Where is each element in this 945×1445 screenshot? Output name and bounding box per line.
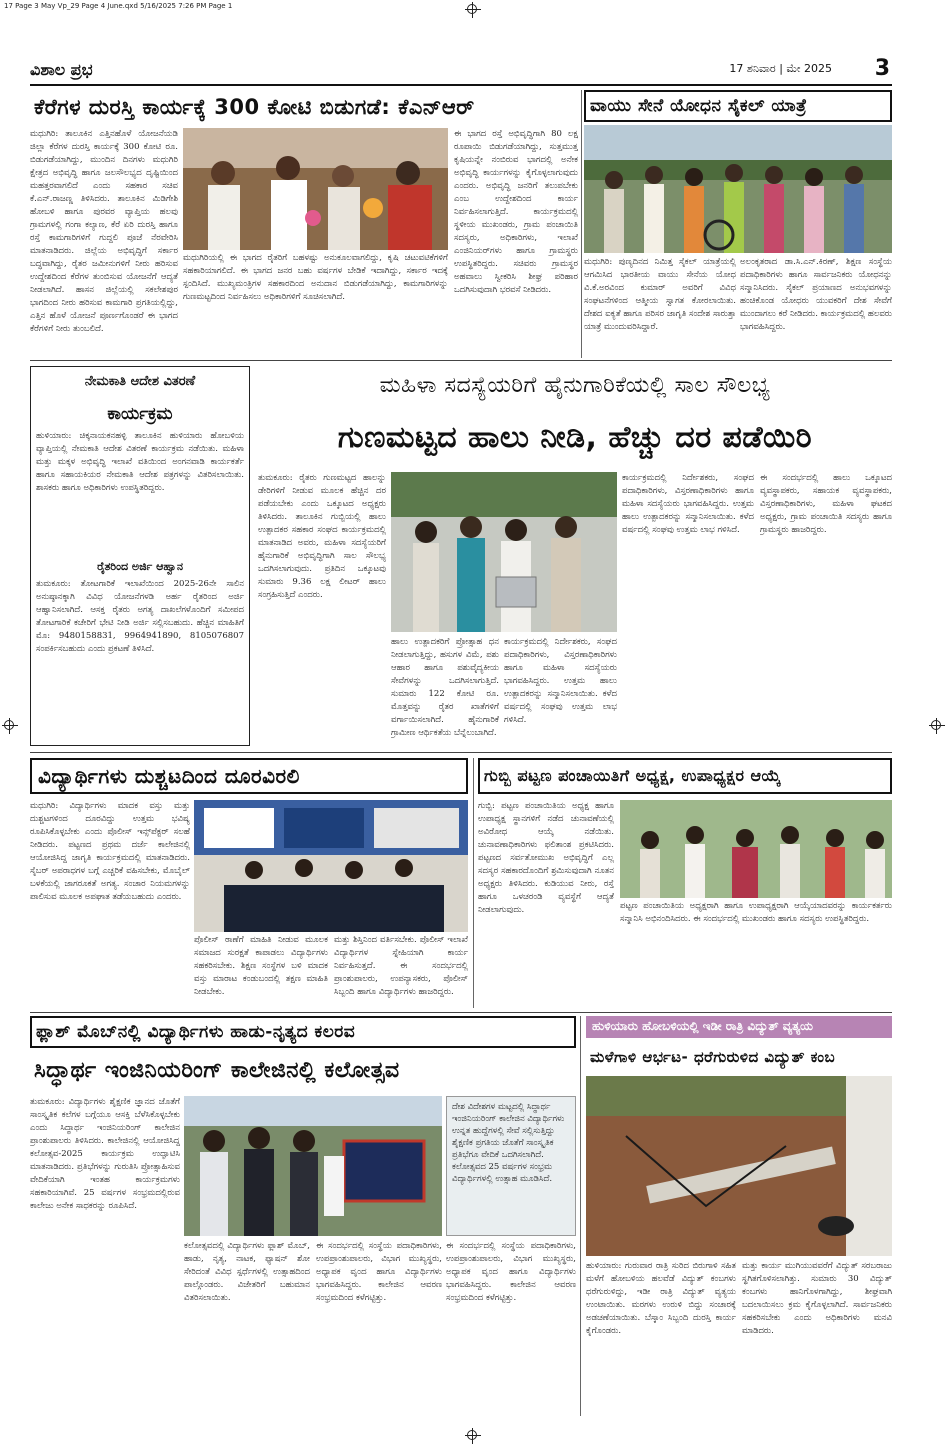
article-body: ಹುಳಿಯಾರು: ಗುರುವಾರ ರಾತ್ರಿ ಸುರಿದ ಬಿರುಗಾಳಿ ಸಹಿತ ಮಳೆಗೆ ಹೋಬಳಿಯ ಹಲವೆಡೆ ವಿದ್ಯುತ್ ಕಂಬಗಳು ಧರೆಗುರುಳಿದ್ದು, ಇಡೀ ರಾತ್ರಿ ವಿದ್ಯುತ್ ವ್ಯತ್ಯಯ ಉಂಟಾಯಿತು. ಮರಗಳು ಉರುಳಿ ಬಿದ್ದು ಸಂಚಾರಕ್ಕೆ ಅಡಚಣೆಯಾಯಿತು. ಬೆಸ್ಕಾಂ ಸಿಬ್ಬಂದಿ ದುರಸ್ತಿ ಕಾರ್ಯ ಕೈಗೊಂಡರು. (586, 1261, 736, 1336)
article-body: ತುಮಕೂರು: ರೈತರು ಗುಣಮಟ್ಟದ ಹಾಲನ್ನು ಡೇರಿಗಳಿಗೆ ನೀಡುವ ಮೂಲಕ ಹೆಚ್ಚಿನ ದರ ಪಡೆಯಬೇಕು ಎಂದು ಒಕ್ಕೂಟದ ಅಧ್ಯಕ್ಷರು ತಿಳಿಸಿದರು. ತಾಲೂಕಿನ ಗುಬ್ಬಿಯಲ್ಲಿ ಹಾಲು ಉತ್ಪಾದಕರ ಸಹಕಾರ ಸಂಘದ ಕಾರ್ಯಕ್ರಮದಲ್ಲಿ ಮಾತನಾಡಿದ ಅವರು, ಮಹಿಳಾ ಸದಸ್ಯೆಯರಿಗೆ ಹೈನುಗಾರಿಕೆ ಅಭಿವೃದ್ಧಿಗಾಗಿ ಸಾಲ ಸೌಲಭ್ಯ ಒದಗಿಸಲಾಗುವುದು. ಪ್ರತಿದಿನ ಒಕ್ಕೂಟವು ಸುಮಾರು 9.36 ಲಕ್ಷ ಲೀಟರ್ ಹಾಲು ಸಂಗ್ರಹಿಸುತ್ತಿದೆ ಎಂದರು. (258, 473, 386, 600)
article-photo (183, 128, 448, 250)
article-photo (391, 472, 617, 632)
column-divider (473, 758, 474, 1008)
issue-date: 17 ಶನಿವಾರ | ಮೇ 2025 (729, 62, 832, 75)
article-body: ಗುಬ್ಬಿ: ಪಟ್ಟಣ ಪಂಚಾಯಿತಿಯ ಅಧ್ಯಕ್ಷ ಹಾಗೂ ಉಪಾಧ್ಯಕ್ಷ ಸ್ಥಾನಗಳಿಗೆ ನಡೆದ ಚುನಾವಣೆಯಲ್ಲಿ ಅವಿರೋಧ ಆಯ್ಕೆ ನಡೆಯಿತು. ಚುನಾವಣಾಧಿಕಾರಿಗಳು ಫಲಿತಾಂಶ ಪ್ರಕಟಿಸಿದರು. ಪಟ್ಟಣದ ಸರ್ವತೋಮುಖ ಅಭಿವೃದ್ಧಿಗೆ ಎಲ್ಲ ಸದಸ್ಯರ ಸಹಕಾರದೊಂದಿಗೆ ಶ್ರಮಿಸುವುದಾಗಿ ನೂತನ ಅಧ್ಯಕ್ಷರು ತಿಳಿಸಿದರು. ಕುಡಿಯುವ ನೀರು, ರಸ್ತೆ ಹಾಗೂ ಒಳಚರಂಡಿ ವ್ಯವಸ್ಥೆಗೆ ಆದ್ಯತೆ ನೀಡಲಾಗುವುದು. (478, 801, 614, 915)
article-body: ಈ ಸಂದರ್ಭದಲ್ಲಿ ಹಾಲು ಒಕ್ಕೂಟದ ವ್ಯವಸ್ಥಾಪಕರು, ಸಹಾಯಕ ವ್ಯವಸ್ಥಾಪಕರು, ವಿಸ್ತರಣಾಧಿಕಾರಿಗಳು, ಮಹಿಳಾ ಘಟಕದ ಅಧ್ಯಕ್ಷರು, ಗ್ರಾಮ ಪಂಚಾಯಿತಿ ಸದಸ್ಯರು ಹಾಗೂ ಗ್ರಾಮಸ್ಥರು ಹಾಜರಿದ್ದರು. (760, 473, 892, 535)
article-headline: ವಿದ್ಯಾರ್ಥಿಗಳು ದುಶ್ಚಟದಿಂದ ದೂರವಿರಲಿ (30, 758, 468, 794)
article-subheading: ರೈತರಿಂದ ಅರ್ಜಿ ಆಹ್ವಾನ (97, 560, 183, 573)
article-headline: ಗುಣಮಟ್ಟದ ಹಾಲು ನೀಡಿ, ಹೆಚ್ಚು ದರ ಪಡೆಯಿರಿ (337, 420, 813, 455)
article-body: ಈ ಸಂದರ್ಭದಲ್ಲಿ ಸಂಸ್ಥೆಯ ಪದಾಧಿಕಾರಿಗಳು, ಉಪಪ್ರಾಂಶುಪಾಲರು, ವಿಭಾಗ ಮುಖ್ಯಸ್ಥರು, ಅಧ್ಯಾಪಕ ವೃಂದ ಹಾಗೂ ವಿದ್ಯಾರ್ಥಿಗಳು ಭಾಗವಹಿಸಿದ್ದರು. ಕಾಲೇಜಿನ ಆವರಣ ಸಂಭ್ರಮದಿಂದ ಕಳೆಗಟ್ಟಿತ್ತು. (446, 1241, 576, 1303)
article-body: ಹಾಲು ಉತ್ಪಾದಕರಿಗೆ ಪ್ರೋತ್ಸಾಹ ಧನ ನೀಡಲಾಗುತ್ತಿದ್ದು, ಹಸುಗಳ ವಿಮೆ, ಪಶು ಆಹಾರ ಹಾಗೂ ಪಶುವೈದ್ಯಕೀಯ ಸೇವೆಗಳನ್ನು ಒದಗಿಸಲಾಗುತ್ತಿದೆ. ಸುಮಾರು 122 ಕೋಟಿ ರೂ. ಮೊತ್ತವನ್ನು ರೈತರ ಖಾತೆಗಳಿಗೆ ವರ್ಗಾಯಿಸಲಾಗಿದೆ. ಹೈನುಗಾರಿಕೆ ಗ್ರಾಮೀಣ ಆರ್ಥಿಕತೆಯ ಬೆನ್ನೆಲುಬಾಗಿದೆ. (391, 637, 499, 738)
article-headline: ಕೆರೆಗಳ ದುರಸ್ತಿ ಕಾರ್ಯಕ್ಕೆ 300 ಕೋಟಿ ಬಿಡುಗಡೆ: ಕೆಎನ್‌ಆರ್ (34, 95, 475, 119)
article-body: ತುಮಕೂರು: ತೋಟಗಾರಿಕೆ ಇಲಾಖೆಯಿಂದ 2025-26ನೇ ಸಾಲಿನ ಅನುಷ್ಠಾನಕ್ಕಾಗಿ ವಿವಿಧ ಯೋಜನೆಗಳಡಿ ಅರ್ಹ ರೈತರಿಂದ ಅರ್ಜಿ ಆಹ್ವಾನಿಸಲಾಗಿದೆ. ಆಸಕ್ತ ರೈತರು ಅಗತ್ಯ ದಾಖಲೆಗಳೊಂದಿಗೆ ಸಮೀಪದ ತೋಟಗಾರಿಕೆ ಕಚೇರಿಗೆ ಭೇಟಿ ನೀಡಿ ಅರ್ಜಿ ಸಲ್ಲಿಸಬಹುದು. ಹೆಚ್ಚಿನ ಮಾಹಿತಿಗೆ ಮೊ: 9480158831, 9964941890, 8105076807 ಸಂಪರ್ಕಿಸಬಹುದು ಎಂದು ಪ್ರಕಟಣೆ ತಿಳಿಸಿದೆ. (36, 579, 244, 654)
article-headline: ಮಳೆಗಾಳಿ ಆರ್ಭಟ- ಧರೆಗುರುಳಿದ ವಿದ್ಯುತ್ ಕಂಬ (590, 1048, 836, 1066)
article-photo (194, 800, 468, 932)
article-headline: ಗುಬ್ಬಿ ಪಟ್ಟಣ ಪಂಚಾಯಿತಿಗೆ ಅಧ್ಯಕ್ಷ, ಉಪಾಧ್ಯಕ್ಷರ ಆಯ್ಕೆ (478, 758, 892, 794)
section-rule (30, 1012, 892, 1013)
article-headline: ಸಿದ್ಧಾರ್ಥ ಇಂಜಿನಿಯರಿಂಗ್ ಕಾಲೇಜಿನಲ್ಲಿ ಕಲೋತ್ಸವ (34, 1058, 400, 1083)
photo-caption: ಮಧುಗಿರಿಯಲ್ಲಿ ಈ ಭಾಗದ ರೈತರಿಗೆ ಬಹಳಷ್ಟು ಅನುಕೂಲವಾಗಲಿದ್ದು, ಕೃಷಿ ಚಟುವಟಿಕೆಗಳಿಗೆ ಸಹಕಾರಿಯಾಗಲಿದೆ. ಈ ಭಾಗದ ಜನರ ಬಹು ವರ್ಷಗಳ ಬೇಡಿಕೆ ಇದಾಗಿದ್ದು, ಸರ್ಕಾರ ಇದಕ್ಕೆ ಸ್ಪಂದಿಸಿದೆ. ಮುಖ್ಯಮಂತ್ರಿಗಳ ಸಹಕಾರದಿಂದ ಅನುದಾನ ಬಿಡುಗಡೆಯಾಗಿದ್ದು, ಕಾಮಗಾರಿಗಳನ್ನು ಗುಣಮಟ್ಟದಿಂದ ನಿರ್ವಹಿಸಲು ಅಧಿಕಾರಿಗಳಿಗೆ ಸೂಚಿಸಲಾಗಿದೆ. (183, 253, 448, 302)
photo-caption: ಪಟ್ಟಣ ಪಂಚಾಯಿತಿಯ ಅಧ್ಯಕ್ಷರಾಗಿ ಹಾಗೂ ಉಪಾಧ್ಯಕ್ಷರಾಗಿ ಆಯ್ಕೆಯಾದವರನ್ನು ಕಾರ್ಯಕರ್ತರು ಸನ್ಮಾನಿಸಿ ಅಭಿನಂದಿಸಿದರು. ಈ ಸಂದರ್ಭದಲ್ಲಿ ಮುಖಂಡರು ಹಾಗೂ ಸದಸ್ಯರು ಉಪಸ್ಥಿತರಿದ್ದರು. (620, 901, 892, 924)
article-body: ಕಲೋತ್ಸವದಲ್ಲಿ ವಿದ್ಯಾರ್ಥಿಗಳು ಫ್ಲಾಶ್ ಮೊಬ್, ಹಾಡು, ನೃತ್ಯ, ನಾಟಕ, ಫ್ಯಾಷನ್ ಶೋ ಸೇರಿದಂತೆ ವಿವಿಧ ಸ್ಪರ್ಧೆಗಳಲ್ಲಿ ಉತ್ಸಾಹದಿಂದ ಪಾಲ್ಗೊಂಡರು. ವಿಜೇತರಿಗೆ ಬಹುಮಾನ ವಿತರಿಸಲಾಯಿತು. (184, 1241, 310, 1303)
section-rule (30, 752, 892, 753)
article-body: ಮಧುಗಿರಿ: ತಾಲೂಕಿನ ಎತ್ತಿನಹೊಳೆ ಯೋಜನೆಯಡಿ ಜಿಲ್ಲಾ ಕೆರೆಗಳ ದುರಸ್ತಿ ಕಾರ್ಯಕ್ಕೆ 300 ಕೋಟಿ ರೂ. ಬಿಡುಗಡೆಯಾಗಿದ್ದು, ಮುಂದಿನ ದಿನಗಳು ಮಧುಗಿರಿ ಕ್ಷೇತ್ರದ ಅಭಿವೃದ್ಧಿ ಹಾಗೂ ಜಲಸೌಲಭ್ಯದ ದೃಷ್ಟಿಯಿಂದ ಮಹತ್ತರವಾಗಲಿದೆ ಎಂದು ಸಹಕಾರ ಸಚಿವ ಕೆ.ಎನ್.ರಾಜಣ್ಣ ತಿಳಿಸಿದರು. ತಾಲೂಕಿನ ಮಿಡಿಗೇಶಿ ಹೋಬಳಿ ಹಾಗೂ ಪುರವರ ವ್ಯಾಪ್ತಿಯ ಹಲವು ಗ್ರಾಮಗಳಲ್ಲಿ ಗಂಗಾ ಕಲ್ಯಾಣ, ಕೆರೆ ಏರಿ ದುರಸ್ತಿ ಹಾಗೂ ರಸ್ತೆ ಕಾಮಗಾರಿಗಳಿಗೆ ಗುದ್ದಲಿ ಪೂಜೆ ನೆರವೇರಿಸಿ ಮಾತನಾಡಿದರು. ಜಿಲ್ಲೆಯ ಅಭಿವೃದ್ಧಿಗೆ ಸರ್ಕಾರ ಬದ್ಧವಾಗಿದ್ದು, ರೈತರ ಜಮೀನುಗಳಿಗೆ ನೀರು ಹರಿಸುವ ಉದ್ದೇಶದಿಂದ ಕೆರೆಗಳ ತುಂಬಿಸುವ ಯೋಜನೆಗೆ ಆದ್ಯತೆ ನೀಡಲಾಗಿದೆ. ಹಾಸನ ಜಿಲ್ಲೆಯಲ್ಲಿ ಸಕಲೇಶಪುರ ಭಾಗದಿಂದ ನೀರು ಹರಿಸುವ ಕಾಮಗಾರಿ ಪ್ರಗತಿಯಲ್ಲಿದ್ದು, ಎತ್ತಿನ ಹೊಳೆ ಯೋಜನೆ ಪೂರ್ಣಗೊಂಡರೆ ಈ ಭಾಗದ ಕೆರೆಗಳಿಗೆ ನೀರು ತುಂಬಲಿದೆ. (30, 129, 178, 334)
article-kicker: ಮಹಿಳಾ ಸದಸ್ಯೆಯರಿಗೆ ಹೈನುಗಾರಿಕೆಯಲ್ಲಿ ಸಾಲ ಸೌಲಭ್ಯ (379, 373, 771, 398)
newspaper-title: ವಿಶಾಲ ಪ್ರಭ (30, 60, 93, 79)
article-body: ಕಾರ್ಯಕ್ರಮದಲ್ಲಿ ನಿರ್ದೇಶಕರು, ಸಂಘದ ಪದಾಧಿಕಾರಿಗಳು, ವಿಸ್ತರಣಾಧಿಕಾರಿಗಳು ಹಾಗೂ ಮಹಿಳಾ ಸದಸ್ಯೆಯರು ಭಾಗವಹಿಸಿದ್ದರು. ಉತ್ತಮ ಹಾಲು ಉತ್ಪಾದಕರನ್ನು ಸನ್ಮಾನಿಸಲಾಯಿತು. ಕಳೆದ ವರ್ಷದಲ್ಲಿ ಸಂಘವು ಉತ್ತಮ ಲಾಭ ಗಳಿಸಿದೆ. (622, 473, 754, 535)
article-body: ಕಾರ್ಯಕ್ರಮದಲ್ಲಿ ನಿರ್ದೇಶಕರು, ಸಂಘದ ಪದಾಧಿಕಾರಿಗಳು, ವಿಸ್ತರಣಾಧಿಕಾರಿಗಳು ಹಾಗೂ ಮಹಿಳಾ ಸದಸ್ಯೆಯರು ಭಾಗವಹಿಸಿದ್ದರು. ಉತ್ತಮ ಹಾಲು ಉತ್ಪಾದಕರನ್ನು ಸನ್ಮಾನಿಸಲಾಯಿತು. ಕಳೆದ ವರ್ಷದಲ್ಲಿ ಸಂಘವು ಉತ್ತಮ ಲಾಭ ಗಳಿಸಿದೆ. (504, 637, 617, 725)
article-body: ಹುಳಿಯಾರು: ಚಿಕ್ಕನಾಯಕನಹಳ್ಳಿ ತಾಲೂಕಿನ ಹುಳಿಯಾರು ಹೋಬಳಿಯ ವ್ಯಾಪ್ತಿಯಲ್ಲಿ ನೇಮಕಾತಿ ಆದೇಶ ವಿತರಣೆ ಕಾರ್ಯಕ್ರಮ ನಡೆಯಿತು. ಮಹಿಳಾ ಮತ್ತು ಮಕ್ಕಳ ಅಭಿವೃದ್ಧಿ ಇಲಾಖೆ ವತಿಯಿಂದ ಅಂಗನವಾಡಿ ಕಾರ್ಯಕರ್ತೆ ಹಾಗೂ ಸಹಾಯಕಿಯರ ನೇಮಕಾತಿ ಆದೇಶ ಪತ್ರಗಳನ್ನು ವಿತರಿಸಲಾಯಿತು. ಶಾಸಕರು ಹಾಗೂ ಅಧಿಕಾರಿಗಳು ಉಪಸ್ಥಿತರಿದ್ದರು. (36, 431, 244, 493)
registration-mark-icon (4, 720, 14, 730)
article-body: ಈ ಭಾಗದ ರಸ್ತೆ ಅಭಿವೃದ್ಧಿಗಾಗಿ 80 ಲಕ್ಷ ರೂಪಾಯಿ ಬಿಡುಗಡೆಯಾಗಿದ್ದು, ಸುತ್ತಮುತ್ತ ಕೃಷಿಯನ್ನೇ ನಂಬಿರುವ ಭಾಗದಲ್ಲಿ ಅನೇಕ ಅಭಿವೃದ್ಧಿ ಕಾರ್ಯಗಳನ್ನು ಕೈಗೊಳ್ಳಲಾಗುವುದು ಎಂದರು. ಅಭಿವೃದ್ಧಿ ಜನರಿಗೆ ತಲುಪಬೇಕು ಎಂಬ ಉದ್ದೇಶದಿಂದ ಕಾರ್ಯ ನಿರ್ವಹಿಸಲಾಗುತ್ತಿದೆ. ಕಾರ್ಯಕ್ರಮದಲ್ಲಿ ಸ್ಥಳೀಯ ಮುಖಂಡರು, ಗ್ರಾಮ ಪಂಚಾಯಿತಿ ಸದಸ್ಯರು, ಅಧಿಕಾರಿಗಳು, ಇಲಾಖೆ ಎಂಜಿನಿಯರ್‌ಗಳು ಹಾಗೂ ಗ್ರಾಮಸ್ಥರು ಉಪಸ್ಥಿತರಿದ್ದರು. ಸಚಿವರು ಗ್ರಾಮಸ್ಥರ ಅಹವಾಲು ಸ್ವೀಕರಿಸಿ ಶೀಘ್ರ ಪರಿಹಾರ ಒದಗಿಸುವುದಾಗಿ ಭರವಸೆ ನೀಡಿದರು. (454, 129, 578, 295)
masthead (30, 58, 890, 84)
section-rule (30, 360, 892, 361)
photo-caption: ಪೊಲೀಸ್ ಠಾಣೆಗೆ ಮಾಹಿತಿ ನೀಡುವ ಮೂಲಕ ಸಮಾಜದ ಸುರಕ್ಷತೆ ಕಾಪಾಡಲು ವಿದ್ಯಾರ್ಥಿಗಳು ಸಹಕರಿಸಬೇಕು. ಶಿಕ್ಷಣ ಸಂಸ್ಥೆಗಳ ಬಳಿ ಮಾದಕ ವಸ್ತು ಮಾರಾಟ ಕಂಡುಬಂದಲ್ಲಿ ತಕ್ಷಣ ಮಾಹಿತಿ ನೀಡಬೇಕು. (194, 935, 328, 997)
article-photo (184, 1096, 442, 1236)
article-body: ಮಧುಗಿರಿ: ವಿದ್ಯಾರ್ಥಿಗಳು ಮಾದಕ ವಸ್ತು ಮತ್ತು ದುಶ್ಚಟಗಳಿಂದ ದೂರವಿದ್ದು ಉತ್ತಮ ಭವಿಷ್ಯ ರೂಪಿಸಿಕೊಳ್ಳಬೇಕು ಎಂದು ಪೊಲೀಸ್ ಇನ್ಸ್‌ಪೆಕ್ಟರ್ ಸಲಹೆ ನೀಡಿದರು. ಪಟ್ಟಣದ ಪ್ರಥಮ ದರ್ಜೆ ಕಾಲೇಜಿನಲ್ಲಿ ಆಯೋಜಿಸಿದ್ದ ಜಾಗೃತಿ ಕಾರ್ಯಕ್ರಮದಲ್ಲಿ ಮಾತನಾಡಿದರು. ಸೈಬರ್ ಅಪರಾಧಗಳ ಬಗ್ಗೆ ಎಚ್ಚರಿಕೆ ವಹಿಸಬೇಕು, ಮೊಬೈಲ್ ಬಳಕೆಯಲ್ಲಿ ಜಾಗರೂಕತೆ ಅಗತ್ಯ. ಸಂಚಾರ ನಿಯಮಗಳನ್ನು ಪಾಲಿಸುವ ಮೂಲಕ ಅಪಘಾತ ತಡೆಯಬಹುದು ಎಂದರು. (30, 801, 190, 902)
article-body: ಮತ್ತು ಶಿಸ್ತಿನಿಂದ ವರ್ತಿಸಬೇಕು. ಪೊಲೀಸ್ ಇಲಾಖೆ ವಿದ್ಯಾರ್ಥಿಗಳ ಸ್ನೇಹಿಯಾಗಿ ಕಾರ್ಯ ನಿರ್ವಹಿಸುತ್ತದೆ. ಈ ಸಂದರ್ಭದಲ್ಲಿ ಪ್ರಾಂಶುಪಾಲರು, ಉಪನ್ಯಾಸಕರು, ಪೊಲೀಸ್ ಸಿಬ್ಬಂದಿ ಹಾಗೂ ವಿದ್ಯಾರ್ಥಿಗಳು ಹಾಜರಿದ್ದರು. (334, 935, 468, 997)
article-headline: ಫ್ಲಾಶ್ ಮೊಬ್‌ನಲ್ಲಿ ವಿದ್ಯಾರ್ಥಿಗಳು ಹಾಡು-ನೃತ್ಯದ ಕಲರವ (30, 1016, 576, 1048)
registration-mark-icon (931, 720, 941, 730)
registration-mark-icon (467, 1430, 477, 1440)
article-photo (620, 800, 892, 898)
column-divider (580, 1016, 581, 1416)
article-body: ಈ ಸಂದರ್ಭದಲ್ಲಿ ಸಂಸ್ಥೆಯ ಪದಾಧಿಕಾರಿಗಳು, ಉಪಪ್ರಾಂಶುಪಾಲರು, ವಿಭಾಗ ಮುಖ್ಯಸ್ಥರು, ಅಧ್ಯಾಪಕ ವೃಂದ ಹಾಗೂ ವಿದ್ಯಾರ್ಥಿಗಳು ಭಾಗವಹಿಸಿದ್ದರು. ಕಾಲೇಜಿನ ಆವರಣ ಸಂಭ್ರಮದಿಂದ ಕಳೆಗಟ್ಟಿತ್ತು. (316, 1241, 442, 1303)
masthead-rule (30, 84, 892, 86)
article-body: ಮತ್ತು ಕಾರ್ಯ ಮುಗಿಯುವವರೆಗೆ ವಿದ್ಯುತ್ ಸರಬರಾಜು ಸ್ಥಗಿತಗೊಳಿಸಲಾಗಿತ್ತು. ಸುಮಾರು 30 ವಿದ್ಯುತ್ ಕಂಬಗಳು ಹಾನಿಗೊಳಗಾಗಿದ್ದು, ಶೀಘ್ರವಾಗಿ ಬದಲಾಯಿಸಲು ಕ್ರಮ ಕೈಗೊಳ್ಳಲಾಗಿದೆ. ಸಾರ್ವಜನಿಕರು ಸಹಕರಿಸಬೇಕು ಎಂದು ಅಧಿಕಾರಿಗಳು ಮನವಿ ಮಾಡಿದರು. (742, 1261, 892, 1336)
registration-mark-icon (467, 4, 477, 14)
article-headline: ವಾಯು ಸೇನೆ ಯೋಧನ ಸೈಕಲ್ ಯಾತ್ರೆ (584, 90, 892, 122)
article-headline: ನೇಮಕಾತಿ ಆದೇಶ ವಿತರಣೆ (84, 374, 196, 389)
article-body: ಅಲಂಕೃತರಾದ ಡಾ.ಸಿ.ಎನ್.ಕಿರಣ್, ಶಿಕ್ಷಣ ಸಂಸ್ಥೆಯ ಪದಾಧಿಕಾರಿಗಳು ಹಾಗೂ ಸಾರ್ವಜನಿಕರು ಯೋಧನನ್ನು ಸನ್ಮಾನಿಸಿದರು. ಸೈಕಲ್ ಪ್ರಯಾಣದ ಅನುಭವಗಳನ್ನು ಹಂಚಿಕೊಂಡ ಯೋಧರು ಯುವಕರಿಗೆ ದೇಶ ಸೇವೆಗೆ ಮುಂದಾಗಲು ಕರೆ ನೀಡಿದರು. ಕಾರ್ಯಕ್ರಮದಲ್ಲಿ ಹಲವರು ಭಾಗವಹಿಸಿದ್ದರು. (740, 257, 892, 332)
article-headline: ಕಾರ್ಯಕ್ರಮ (107, 404, 173, 424)
article-banner: ಹುಳಿಯಾರು ಹೋಬಳಿಯಲ್ಲಿ ಇಡೀ ರಾತ್ರಿ ವಿದ್ಯುತ್ ವ್ಯತ್ಯಯ (586, 1016, 892, 1038)
article-photo (586, 1076, 892, 1256)
article-photo (584, 125, 892, 253)
article-body: ತುಮಕೂರು: ವಿದ್ಯಾರ್ಥಿಗಳು ಶೈಕ್ಷಣಿಕ ಜ್ಞಾನದ ಜೊತೆಗೆ ಸಾಂಸ್ಕೃತಿಕ ಕಲೆಗಳ ಬಗ್ಗೆಯೂ ಆಸಕ್ತಿ ಬೆಳೆಸಿಕೊಳ್ಳಬೇಕು ಎಂದು ಸಿದ್ಧಾರ್ಥ ಇಂಜಿನಿಯರಿಂಗ್ ಕಾಲೇಜಿನ ಪ್ರಾಂಶುಪಾಲರು ತಿಳಿಸಿದರು. ಕಾಲೇಜಿನಲ್ಲಿ ಆಯೋಜಿಸಿದ್ದ ಕಲೋತ್ಸವ-2025 ಕಾರ್ಯಕ್ರಮ ಉದ್ಘಾಟಿಸಿ ಮಾತನಾಡಿದರು. ಪ್ರತಿಭೆಗಳನ್ನು ಗುರುತಿಸಿ ಪ್ರೋತ್ಸಾಹಿಸುವ ವೇದಿಕೆಯಾಗಿ ಇಂತಹ ಕಾರ್ಯಕ್ರಮಗಳು ಸಹಕಾರಿಯಾಗಿವೆ. 25 ವರ್ಷಗಳ ಸಂಭ್ರಮದಲ್ಲಿರುವ ಕಾಲೇಜು ಅನೇಕ ಸಾಧಕರನ್ನು ರೂಪಿಸಿದೆ. (30, 1097, 180, 1211)
print-slug: 17 Page 3 May Vp_29 Page 4 June.qxd 5/16/2025 7:26 PM Page 1 (4, 2, 233, 10)
article-body: ಮಧುಗಿರಿ: ಪುಣ್ಯದಿನದ ನಿಮಿತ್ತ ಸೈಕಲ್ ಯಾತ್ರೆಯಲ್ಲಿ ಆಗಮಿಸಿದ ಭಾರತೀಯ ವಾಯು ಸೇನೆಯ ಯೋಧ ವಿ.ಕೆ.ಅರವಿಂದ ಕುಮಾರ್ ಅವರಿಗೆ ವಿವಿಧ ಸಂಘಟನೆಗಳಿಂದ ಆತ್ಮೀಯ ಸ್ವಾಗತ ಕೋರಲಾಯಿತು. ದೇಶದ ಐಕ್ಯತೆ ಹಾಗೂ ಪರಿಸರ ಜಾಗೃತಿ ಸಂದೇಶ ಸಾರುತ್ತಾ ಯಾತ್ರೆ ಮುಂದುವರಿಸಿದ್ದಾರೆ. (584, 257, 736, 332)
page-number: 3 (874, 56, 890, 81)
pull-quote: ದೇಶ ವಿದೇಶಗಳ ಮಟ್ಟದಲ್ಲಿ ಸಿದ್ಧಾರ್ಥ ಇಂಜಿನಿಯರಿಂಗ್ ಕಾಲೇಜಿನ ವಿದ್ಯಾರ್ಥಿಗಳು ಉನ್ನತ ಹುದ್ದೆಗಳಲ್ಲಿ ಸೇವೆ ಸಲ್ಲಿಸುತ್ತಿದ್ದು ಶೈಕ್ಷಣಿಕ ಪ್ರಗತಿಯ ಜೊತೆಗೆ ಸಾಂಸ್ಕೃತಿಕ ಪ್ರತಿಭೆಗೂ ವೇದಿಕೆ ಒದಗಿಸಲಾಗಿದೆ. ಕಲೋತ್ಸವದ 25 ವರ್ಷಗಳ ಸಂಭ್ರಮ ವಿದ್ಯಾರ್ಥಿಗಳಲ್ಲಿ ಉತ್ಸಾಹ ಮೂಡಿಸಿದೆ. (446, 1096, 576, 1236)
column-divider (581, 90, 582, 358)
